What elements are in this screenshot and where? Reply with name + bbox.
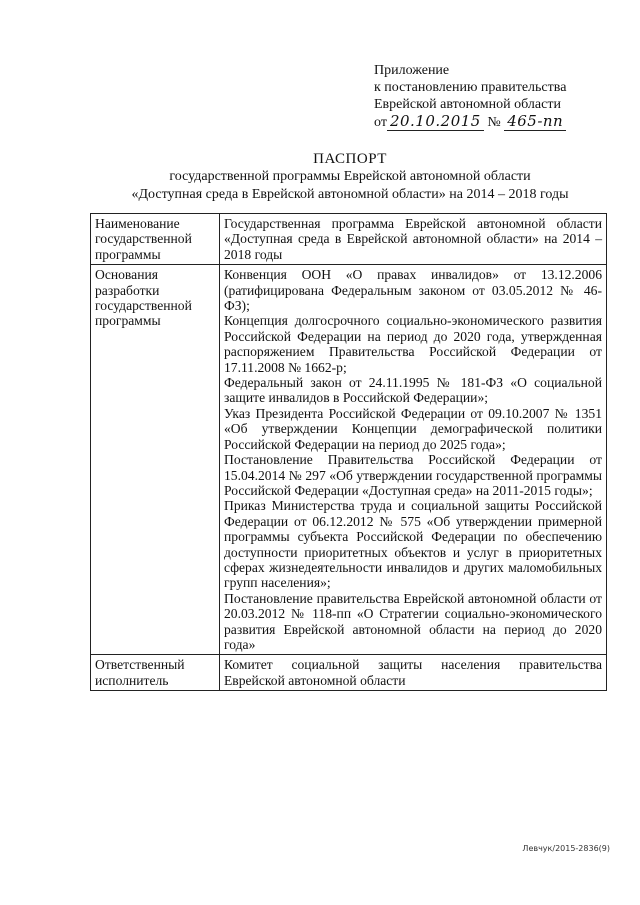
title-program: государственной программы Еврейской автономной области <box>169 169 531 184</box>
row-paragraph: Указ Президента Российской Федерации от 09.10.2007 № 1351 «Об утверждении Концепции демографической политики Российской Федерации на период до 2025 года»; <box>224 405 602 452</box>
appendix-line-region: Еврейской автономной области <box>374 97 561 112</box>
table-row <box>91 265 607 655</box>
passport-table <box>90 213 607 691</box>
row-paragraph: Концепция долгосрочного социально-экономического развития Российской Федерации на период до 2020 года, утвержденная распоряжением Правительства Российской Федерации от 17.11.2008 № 1662-р; <box>224 313 602 375</box>
date-prefix: от <box>374 115 387 130</box>
row-paragraph: Постановление правительства Еврейской автономной области от 20.03.2012 № 118-пп «О Стратегии социально-экономического развития Еврейской автономной области на период до 2020 года» <box>224 590 602 652</box>
title-program-name: «Доступная среда в Еврейской автономной области» на 2014 – 2018 годы <box>131 187 569 202</box>
appendix-date-line <box>374 113 566 131</box>
row-value <box>220 214 607 265</box>
row-paragraph: Комитет социальной защиты населения правительства Еврейской автономной области <box>224 657 602 688</box>
title-passport: ПАСПОРТ <box>313 151 387 167</box>
row-label: Ответственный исполнитель <box>91 655 220 691</box>
row-label: Наименование государственной программы <box>91 214 220 265</box>
appendix-line-resolution: к постановлению правительства <box>374 80 567 95</box>
row-paragraph: Федеральный закон от 24.11.1995 № 181-ФЗ «О социальной защите инвалидов в Российской Федерации»; <box>224 375 602 406</box>
row-paragraph: Конвенция ООН «О правах инвалидов» от 13.12.2006 (ратифицирована Федеральным законом от 03.05.2012 № 46-ФЗ); <box>224 267 602 314</box>
number-prefix: № <box>487 115 501 130</box>
row-paragraph: Приказ Министерства труда и социальной защиты Российской Федерации от 06.12.2012 № 575 «Об утверждении примерной программы субъекта Российской Федерации по обеспечению доступности приоритетных объектов и услуг в приоритетных сферах жизнедеятельности инвалидов и других маломобильных групп населения»; <box>224 498 602 591</box>
document-code: Левчук/2015-2836(9) <box>522 844 610 853</box>
row-paragraph: Государственная программа Еврейской автономной области «Доступная среда в Еврейской автономной области» на 2014 – 2018 годы <box>224 216 602 262</box>
row-paragraph: Постановление Правительства Российской Федерации от 15.04.2014 № 297 «Об утверждении государственной программы Российской Федерации «Доступная среда» на 2011-2015 годы»; <box>224 452 602 498</box>
document-title <box>90 150 610 204</box>
table-row <box>91 214 607 265</box>
handwritten-number: 465-пп <box>504 112 566 131</box>
row-value <box>220 655 607 691</box>
handwritten-date: 20.10.2015 <box>387 112 484 131</box>
appendix-heading: Приложение <box>374 63 450 78</box>
table-row <box>91 655 607 691</box>
appendix-block <box>374 62 566 131</box>
row-value <box>220 265 607 655</box>
row-label: Основания разработки государственной программы <box>91 265 220 655</box>
